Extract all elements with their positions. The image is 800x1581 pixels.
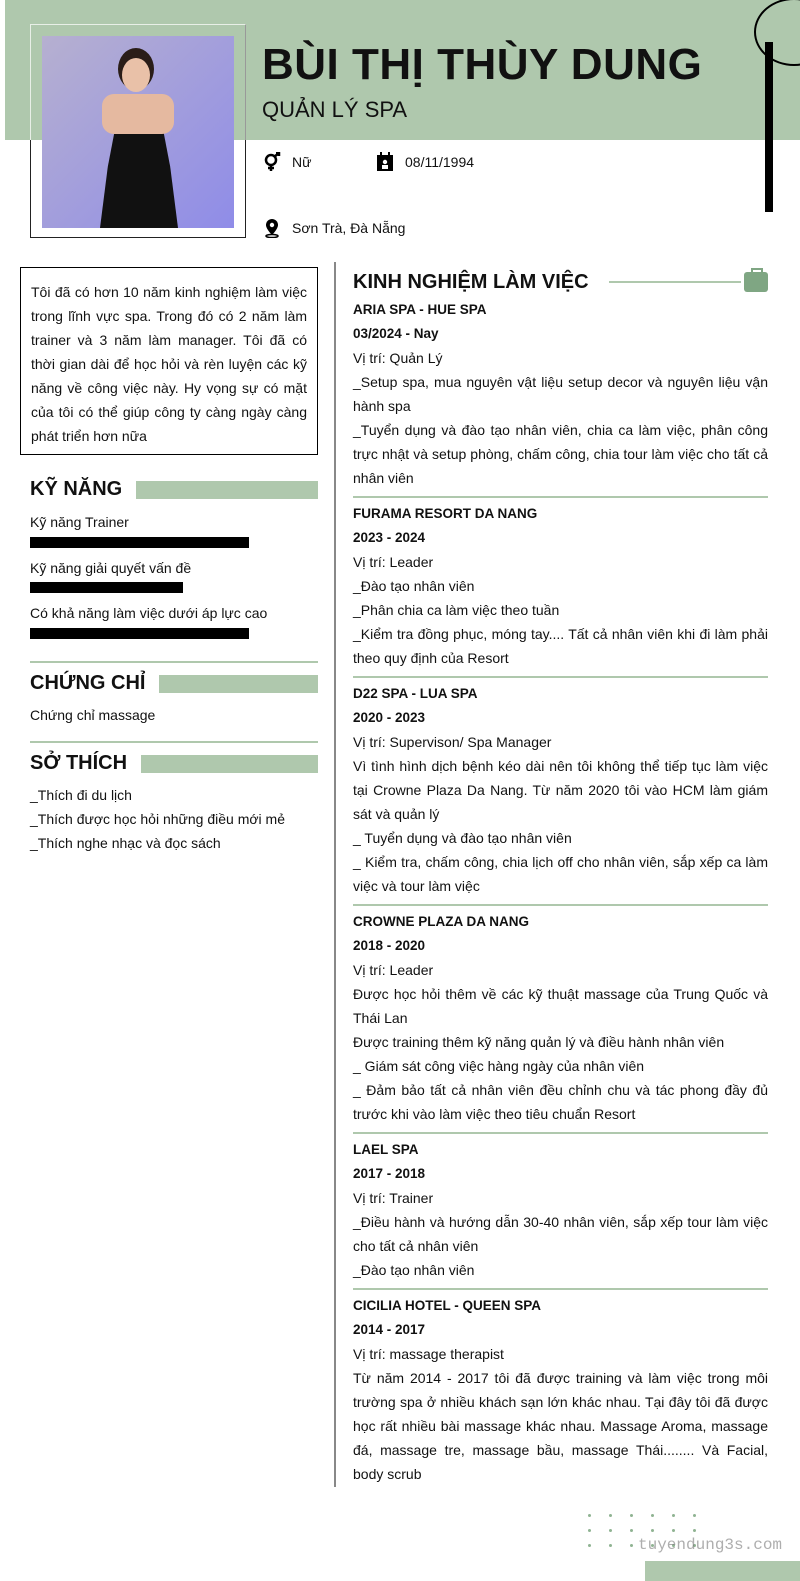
job-detail: Từ năm 2014 - 2017 tôi đã được training và làm việc trong môi trường spa ở nhiều khách sạn lớn khác nhau. Tại đây tôi đã được học rất nhiều bài massage khác nhau. Massage Aroma, massage đá, massage tre, massage bầu, massage Thái........ Và Facial, body scrub xyxy=(353,1370,768,1482)
job-entry xyxy=(353,910,768,1134)
skill-bar xyxy=(30,582,183,593)
dot xyxy=(651,1514,654,1517)
job-company: D22 SPA - LUA SPA xyxy=(353,686,478,701)
experience-section xyxy=(353,266,768,1496)
profile-photo xyxy=(42,36,234,228)
hobbies-heading-text: SỞ THÍCH xyxy=(30,752,128,774)
job-detail: Được training thêm kỹ năng quản lý và điều hành nhân viên xyxy=(353,1034,725,1050)
certs-heading-text: CHỨNG CHỈ xyxy=(30,672,146,694)
cert-item: Chứng chỉ massage xyxy=(30,707,156,723)
skill-label: Kỹ năng giải quyết vấn đề xyxy=(30,560,192,576)
job-entry xyxy=(353,298,768,498)
job-company: FURAMA RESORT DA NANG xyxy=(353,506,538,521)
job-company: ARIA SPA - HUE SPA xyxy=(353,302,487,317)
certs-heading xyxy=(30,672,318,695)
job-company: LAEL SPA xyxy=(353,1142,419,1157)
dot xyxy=(588,1529,591,1532)
dot xyxy=(693,1529,696,1532)
job-detail: Vị trí: massage therapist xyxy=(353,1346,504,1362)
skills-heading xyxy=(30,478,318,501)
dot xyxy=(651,1529,654,1532)
dot xyxy=(588,1544,591,1547)
job-detail: _Phân chia ca làm việc theo tuần xyxy=(353,602,560,618)
job-detail: Vị trí: Leader xyxy=(353,962,434,978)
job-detail: _Đào tạo nhân viên xyxy=(353,578,475,594)
job-detail: _ Kiểm tra, chấm công, chia lịch off cho nhân viên, sắp xếp ca làm việc và tour làm việc xyxy=(353,854,768,894)
job-detail: _ Giám sát công việc hàng ngày của nhân viên xyxy=(353,1058,645,1074)
hobby-item: _Thích đi du lịch xyxy=(30,787,132,803)
location-value: Sơn Trà, Đà Nẵng xyxy=(292,220,406,236)
dot xyxy=(672,1529,675,1532)
dot xyxy=(693,1514,696,1517)
gender-info xyxy=(262,152,311,172)
job-period: 2023 - 2024 xyxy=(353,530,426,545)
gender-icon xyxy=(262,152,282,172)
summary-box: Tôi đã có hơn 10 năm kinh nghiệm làm việc trong lĩnh vực spa. Trong đó có 2 năm làm trainer và 3 năm làm manager. Tôi đã có thời gian dài để học hỏi và rèn luyện các kỹ năng về công việc này. Hy vọng sự có mặt của tôi có thể giúp công ty càng ngày càng phát triển hơn nữa xyxy=(20,267,318,455)
birthday-value: 08/11/1994 xyxy=(405,154,475,170)
skills-heading-text: KỸ NĂNG xyxy=(30,478,123,500)
dot xyxy=(588,1514,591,1517)
experience-heading xyxy=(353,266,768,298)
job-entry xyxy=(353,502,768,678)
location-info xyxy=(262,218,405,238)
briefcase-icon xyxy=(744,272,768,292)
job-detail: _Setup spa, mua nguyên vật liệu setup decor và nguyên liệu vận hành spa xyxy=(353,374,768,414)
job-detail: _Đào tạo nhân viên xyxy=(353,1262,475,1278)
gender-value: Nữ xyxy=(292,154,312,170)
job-detail: Vị trí: Quản Lý xyxy=(353,350,443,366)
job-detail: _Kiểm tra đồng phục, móng tay.... Tất cả nhân viên khi đi làm phải theo quy định của Resort xyxy=(353,626,768,666)
job-period: 2014 - 2017 xyxy=(353,1322,426,1337)
skill-bar xyxy=(30,537,249,548)
job-entry xyxy=(353,1294,768,1492)
skill-label: Kỹ năng Trainer xyxy=(30,514,129,530)
hobby-item: _Thích nghe nhạc và đọc sách xyxy=(30,835,221,851)
watermark: tuyendung3s.com xyxy=(638,1536,783,1554)
job-detail: _Điều hành và hướng dẫn 30-40 nhân viên, sắp xếp tour làm việc cho tất cả nhân viên xyxy=(353,1214,768,1254)
dot xyxy=(609,1544,612,1547)
job-detail: _Tuyển dụng và đào tạo nhân viên, chia ca làm việc, phân công trực nhật và setup phòng, chấm công, chia tour làm việc cho tất cả nhân viên xyxy=(353,422,768,486)
job-detail: Vị trí: Trainer xyxy=(353,1190,434,1206)
hobbies-heading xyxy=(30,752,318,775)
job-detail: Vị trí: Supervison/ Spa Manager xyxy=(353,734,552,750)
job-period: 2017 - 2018 xyxy=(353,1166,426,1181)
dot xyxy=(609,1529,612,1532)
birthday-info xyxy=(375,152,474,172)
decor-bar xyxy=(765,42,773,212)
divider xyxy=(30,661,318,663)
job-entry xyxy=(353,682,768,906)
experience-heading-text: KINH NGHIỆM LÀM VIỆC xyxy=(353,270,589,293)
job-company: CICILIA HOTEL - QUEEN SPA xyxy=(353,1298,542,1313)
job-detail: _ Tuyển dụng và đào tạo nhân viên xyxy=(353,830,572,846)
dot xyxy=(630,1544,633,1547)
hobby-item: _Thích được học hỏi những điều mới mẻ xyxy=(30,811,286,827)
job-period: 2020 - 2023 xyxy=(353,710,426,725)
location-pin-icon xyxy=(262,218,282,238)
decor-corner xyxy=(645,1561,800,1581)
job-period: 03/2024 - Nay xyxy=(353,326,439,341)
calendar-icon xyxy=(375,152,395,172)
column-divider xyxy=(334,262,336,1487)
job-detail: _ Đảm bảo tất cả nhân viên đều chỉnh chu và tác phong đầy đủ trước khi vào làm việc theo tiêu chuẩn Resort xyxy=(353,1082,768,1122)
job-detail: Được học hỏi thêm về các kỹ thuật massage của Trung Quốc và Thái Lan xyxy=(353,986,768,1026)
job-detail: Vị trí: Leader xyxy=(353,554,434,570)
dot xyxy=(630,1514,633,1517)
dot xyxy=(672,1514,675,1517)
job-period: 2018 - 2020 xyxy=(353,938,426,953)
candidate-name: BÙI THỊ THÙY DUNG xyxy=(262,40,703,89)
job-company: CROWNE PLAZA DA NANG xyxy=(353,914,529,929)
skill-bar xyxy=(30,628,249,639)
dot xyxy=(630,1529,633,1532)
divider xyxy=(30,741,318,743)
job-detail: Vì tình hình dịch bệnh kéo dài nên tôi không thể tiếp tục làm việc tại Crowne Plaza Da Nang. Từ năm 2020 tôi vào HCM làm giám sát và quản lý xyxy=(353,758,768,822)
job-entry xyxy=(353,1138,768,1290)
skill-label: Có khả năng làm việc dưới áp lực cao xyxy=(30,605,268,621)
dot xyxy=(609,1514,612,1517)
job-title: QUẢN LÝ SPA xyxy=(262,97,408,122)
